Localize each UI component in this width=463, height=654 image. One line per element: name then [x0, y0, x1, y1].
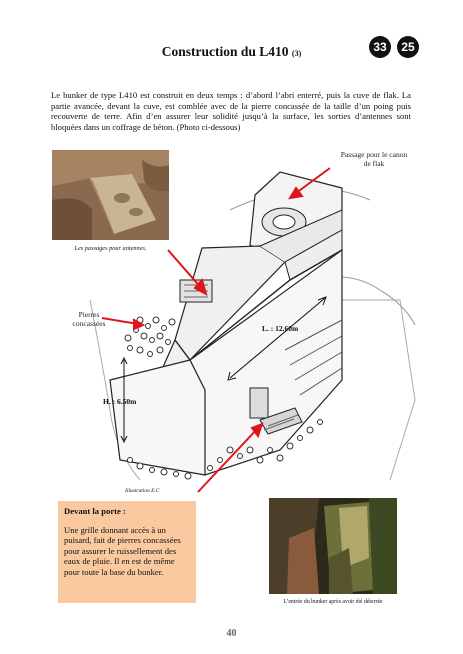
- label-flak-passage: Passage pour le canon de flak: [340, 150, 408, 168]
- title-text: Construction du L410: [161, 44, 289, 59]
- page-badge-left: 33: [369, 36, 391, 58]
- label-height: H. : 6.50m: [103, 397, 137, 406]
- label-length: L. : 12.60m: [262, 324, 299, 333]
- photo-antenna-passages: [52, 150, 169, 240]
- note-heading: Devant la porte :: [64, 506, 126, 516]
- page-title: [0, 44, 463, 60]
- caption-antenna-passages: Les passages pour antennes.: [74, 245, 147, 252]
- label-crushed-stones: Pierres concassées: [72, 310, 106, 328]
- title-suffix: (3): [291, 49, 302, 58]
- page-number: 40: [226, 628, 237, 639]
- page-badge-right: 25: [397, 36, 419, 58]
- illustration-credit: Illustration E.C: [125, 488, 160, 494]
- caption-bunker-entrance: L’entrée du bunker après avoir été déterrée: [283, 599, 383, 605]
- note-body: Une grille donnant accès à un puisard, fait de pierres concassées pour assurer le ruissellement des eaux de pluie. Il en est de même pour toute la base du bunker.: [64, 524, 181, 577]
- intro-paragraph: Le bunker de type L410 est construit en deux temps : d’abord l’abri enterré, puis la cuve de flak. La partie avancée, devant la cuve, est comblée avec de la pierre concassée de la taille d’un poing puis recouverte de terre. Afin d’en assurer leur solidité jusqu’à la surface, les sorties d’antennes sont bloquées dans un coffrage de béton. (Photo ci-dessous): [51, 90, 411, 132]
- note-box: [58, 501, 196, 603]
- photo-bunker-entrance: [269, 498, 397, 594]
